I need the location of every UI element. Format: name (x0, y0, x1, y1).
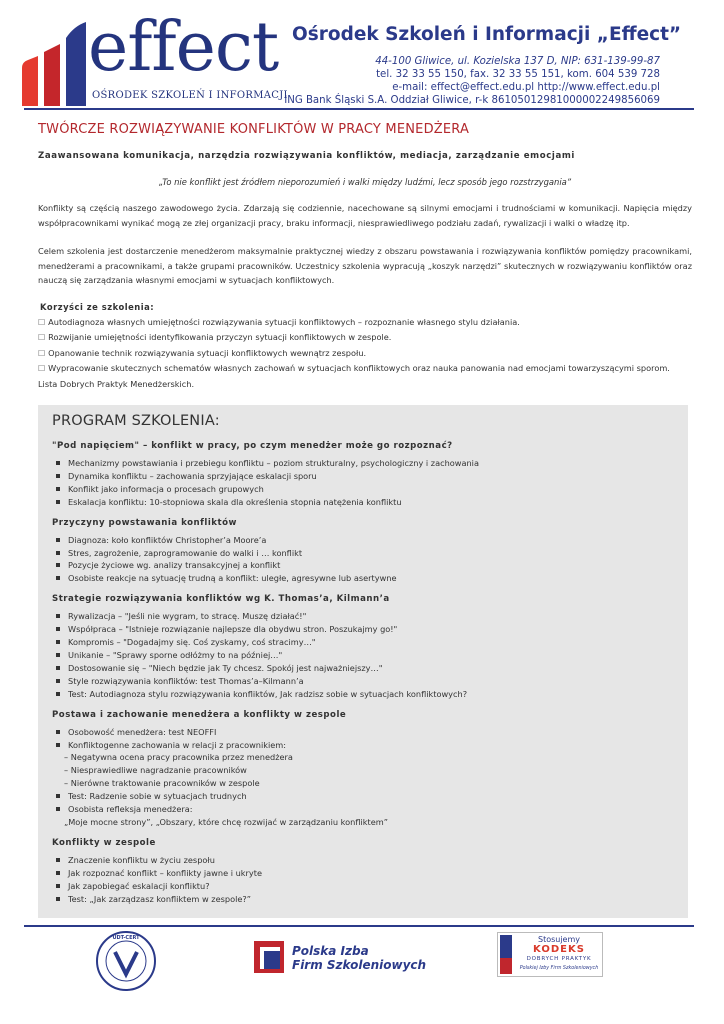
checkbox-icon: ☐ (38, 333, 46, 342)
footer-divider (24, 925, 694, 927)
section-heading: "Pod napięciem" – konflikt w pracy, po czym menedżer może go rozpoznać? (52, 441, 453, 451)
section-heading: Postawa i zachowanie menedżera a konflikty w zespole (52, 709, 347, 720)
list-item: Osobista refleksja menedżera: (52, 803, 674, 816)
list-item: ☐ Rozwijanie umiejętności identyfikowania przyczyn sytuacji konfliktowych w zespole. (38, 332, 392, 342)
section-list (52, 610, 674, 700)
document-title: TWÓRCZE ROZWIĄZYWANIE KONFLIKTÓW W PRACY MENEDŻERA (38, 122, 470, 137)
list-item: Style rozwiązywania konfliktów: test Thomas’a–Kilmann’a (52, 675, 674, 688)
address-line: 44-100 Gliwice, ul. Kozielska 137 D, NIP: 631-139-99-87 (375, 56, 660, 67)
bullet-icon (56, 692, 60, 696)
seal-text: UDT-CERT (112, 935, 140, 941)
bullet-icon (56, 743, 60, 747)
checkbox-icon: ☐ (38, 364, 46, 373)
list-item: Pozycje życiowe wg. analizy transakcyjnej a konflikt (52, 559, 674, 572)
list-subitem: – Nierówne traktowanie pracowników w zespole (64, 778, 260, 789)
document-subtitle: Zaawansowana komunikacja, narzędzia rozwiązywania konfliktów, mediacja, zarządzanie emocjami (38, 151, 575, 161)
section-heading: Strategie rozwiązywania konfliktów wg K. Thomas’a, Kilmann’a (52, 594, 390, 605)
bullet-icon (56, 858, 60, 862)
list-item: Jak rozpoznać konflikt – konflikty jawne i ukryte (52, 867, 674, 880)
logo-bars-icon (22, 22, 86, 106)
list-item: Unikanie – "Sprawy sporne odłóżmy to na później…" (52, 649, 674, 662)
list-subitem: – Negatywna ocena pracy pracownika przez menedżera (64, 752, 293, 763)
section-list (52, 457, 674, 509)
list-item: Współpraca – "Istnieje rozwiązanie najlepsze dla obydwu stron. Poszukajmy go!" (52, 623, 674, 636)
checkbox-icon: ☐ (38, 317, 46, 327)
flag-icon (500, 958, 512, 974)
section-list (52, 854, 674, 906)
program-title: PROGRAM SZKOLENIA: (52, 413, 220, 429)
section-heading: Przyczyny powstawania konfliktów (52, 517, 237, 528)
contact-block (284, 55, 660, 107)
list-subitem: – Niesprawiedliwe nagradzanie pracowników (64, 765, 247, 776)
list-item: Test: „Jak zarządzasz konfliktem w zespole?” (52, 893, 674, 906)
list-item: Diagnoza: koło konfliktów Christopher’a Moore’a (52, 534, 674, 547)
list-item: Jak zapobiegać eskalacji konfliktu? (52, 880, 674, 893)
pifs-logo-text: Polska Izba Firm Szkoleniowych (292, 944, 427, 972)
bullet-icon (56, 640, 60, 644)
letterhead (0, 0, 724, 110)
bullet-icon (56, 627, 60, 631)
bullet-icon (56, 679, 60, 683)
list-item: Kompromis – "Dogadajmy się. Coś zyskamy, coś stracimy…" (52, 636, 674, 649)
phone-line: tel. 32 33 55 150, fax. 32 33 55 151, kom. 604 539 728 (376, 69, 660, 80)
list-item: ☐ Autodiagnoza własnych umiejętności rozwiązywania sytuacji konfliktowych – rozpoznanie własnego stylu działania. (38, 316, 520, 327)
list-item: Mechanizmy powstawiania i przebiegu konfliktu – poziom strukturalny, psychologiczny i zachowania (52, 457, 674, 470)
benefits-heading: Korzyści ze szkolenia: (40, 301, 155, 312)
bullet-icon (56, 884, 60, 888)
program-box (38, 405, 688, 918)
bullet-icon (56, 500, 60, 504)
list-subitem: „Moje mocne strony”, „Obszary, które chcę rozwijać w zarządzaniu konfliktem” (64, 816, 388, 827)
list-item: Dostosowanie się – "Niech będzie jak Ty chcesz. Spokój jest najważniejszy…" (52, 662, 674, 675)
bullet-icon (56, 614, 60, 618)
web-line[interactable]: e-mail: effect@effect.edu.pl http://www.effect.edu.pl (392, 82, 660, 93)
bullet-icon (56, 474, 60, 478)
bullet-icon (56, 576, 60, 580)
bullet-icon (56, 551, 60, 555)
document-body (38, 118, 692, 391)
section-heading: Konflikty w zespole (52, 837, 156, 848)
checkbox-icon: ☐ (38, 348, 46, 358)
bullet-icon (56, 730, 60, 734)
bullet-icon (56, 538, 60, 542)
list-item: ☐ Wypracowanie skutecznych schematów własnych zachowań w sytuacjach konfliktowych oraz nauka panowania nad emocjami towarzyszącymi sporom. (38, 363, 670, 373)
goal-paragraph: Celem szkolenia jest dostarczenie menedżerom maksymalnie praktycznej wiedzy z obszaru powstawania i rozwiązywania konfliktów pomiędzy pracownikami, menedżerami a pracownikami, a także grupami pracowników. Uczestnicy szkolenia wypracują „koszyk narzędzi” skutecznych w rozwiązywaniu konfliktów oraz nauczą się zarządzania własnymi emocjami w sytuacjach konfliktowych. (38, 246, 692, 285)
bullet-icon (56, 794, 60, 798)
bullet-icon (56, 563, 60, 567)
bullet-icon (56, 461, 60, 465)
list-item: Eskalacja konfliktu: 10-stopniowa skala dla określenia stopnia natężenia konfliktu (52, 496, 674, 509)
bullet-icon (56, 653, 60, 657)
bank-line: ING Bank Śląski S.A. Oddział Gliwice, r-k 86105012981000002249856069 (284, 95, 660, 106)
kodeks-badge: Stosujemy KODEKS DOBRYCH PRAKTYK Polskiej Izby Firm Szkoleniowych (497, 932, 603, 977)
company-name: Ośrodek Szkoleń i Informacji „Effect” (292, 24, 682, 45)
list-item: Test: Autodiagnoza stylu rozwiązywania konfliktów, Jak radzisz sobie w sytuacjach konfliktowych? (52, 688, 674, 701)
bullet-icon (56, 666, 60, 670)
bullet-icon (56, 807, 60, 811)
list-item: Stres, zagrożenie, zaprogramowanie do walki i … konflikt (52, 547, 674, 560)
list-item: Dynamika konfliktu – zachowania sprzyjające eskalacji sporu (52, 470, 674, 483)
header-divider (24, 108, 694, 110)
logo-wordmark: effect (88, 8, 279, 87)
list-item: Lista Dobrych Praktyk Menedżerskich. (38, 378, 195, 389)
list-item: Konfliktogenne zachowania w relacji z pracownikiem: (52, 739, 674, 752)
list-item: Rywalizacja – "Jeśli nie wygram, to stracę. Muszę działać!" (52, 610, 674, 623)
logo-subtitle: OŚRODEK SZKOLEŃ I INFORMACJI (92, 90, 288, 101)
bullet-icon (56, 487, 60, 491)
section-list (52, 534, 674, 586)
list-item: Konflikt jako informacja o procesach grupowych (52, 483, 674, 496)
quote: „To nie konflikt jest źródłem nieporozumień i walki między ludźmi, lecz sposób jego rozstrzygania” (158, 177, 572, 187)
list-item: Osobiste reakcje na sytuację trudną a konflikt: uległe, agresywne lub asertywne (52, 572, 674, 585)
bullet-icon (56, 871, 60, 875)
section-list (52, 726, 674, 829)
list-item: Test: Radzenie sobie w sytuacjach trudnych (52, 790, 674, 803)
intro-paragraph: Konflikty są częścią naszego zawodowego życia. Zdarzają się codziennie, nacechowane są silnymi emocjami i trudnościami w komunikacji. Napięcia między współpracownikami wynikać mogą ze złej organizacji pracy, braku informacji, niesprawiedliwego podziału zadań, rywalizacji i walki o władzę itp. (38, 203, 692, 228)
list-item: Osobowość menedżera: test NEOFFI (52, 726, 674, 739)
list-item: ☐ Opanowanie technik rozwiązywania sytuacji konfliktowych wewnątrz zespołu. (38, 347, 367, 358)
udt-cert-seal-icon (95, 930, 157, 992)
bullet-icon (56, 897, 60, 901)
benefits-list (38, 315, 692, 392)
list-item: Znaczenie konfliktu w życiu zespołu (52, 854, 674, 867)
